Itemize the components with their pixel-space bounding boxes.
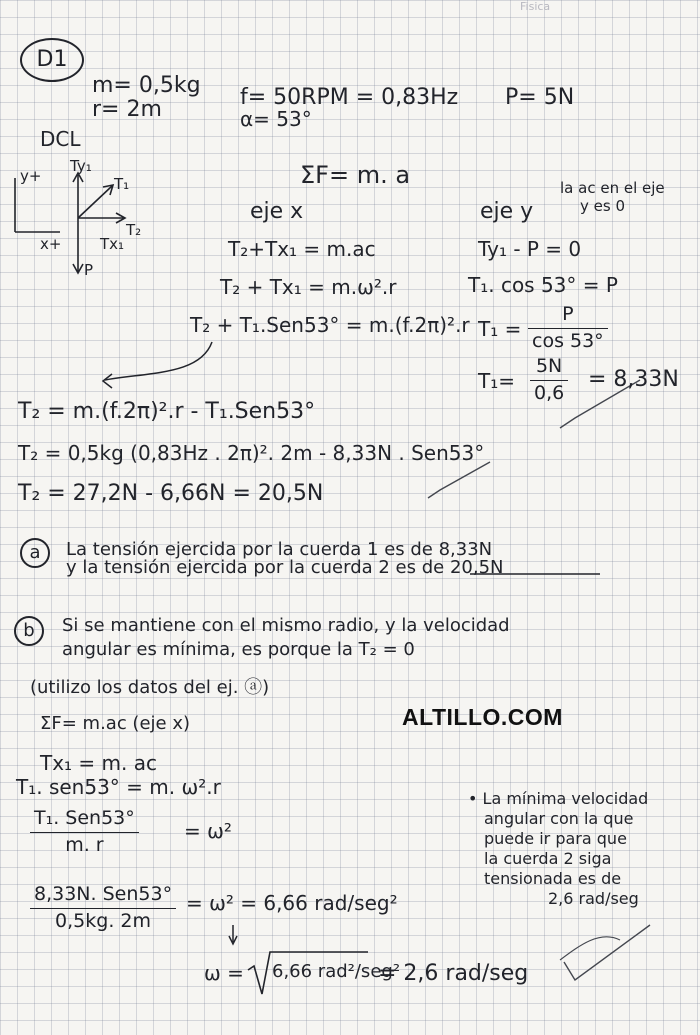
conclusion-line4: la cuerda 2 siga (484, 849, 612, 868)
conclusion-line1: • La mínima velocidad (468, 789, 649, 808)
eje-y-t1-lhs: T₁ = (478, 317, 522, 341)
t2-calc-line2: T₂ = 0,5kg (0,83Hz . 2π)². 2m - 8,33N . Sen53° (18, 441, 485, 465)
part-b-frac2-den: 0,5kg. 2m (55, 909, 152, 932)
site-watermark: ALTILLO.COM (402, 704, 563, 730)
eje-y-t1-value-lhs: T₁= (478, 369, 515, 393)
part-b-note: (utilizo los datos del ej. ⓐ) (30, 677, 270, 698)
conclusion-line2: angular con la que (484, 809, 634, 828)
eje-y-note2: y es 0 (580, 197, 625, 215)
part-a-line1: La tensión ejercida por la cuerda 1 es de 8,33N (66, 539, 493, 560)
eje-y-t1-fraction (528, 304, 608, 353)
eje-x-eq2: T₂ + Tx₁ = m.ω².r (220, 275, 397, 299)
dcl-title: DCL (40, 127, 81, 151)
dcl-t1-label: T₁ (114, 175, 130, 193)
part-a-label: a (29, 542, 41, 563)
dcl-ty1-label: Ty₁ (70, 157, 92, 175)
t2-calc-line3: T₂ = 27,2N - 6,66N = 20,5N (18, 481, 324, 506)
given-radius: r= 2m (92, 97, 162, 122)
part-b-frac2-rhs: = ω² = 6,66 rad/seg² (186, 891, 398, 915)
part-b-circle (14, 616, 44, 646)
eje-y-t1-value-fraction (530, 356, 568, 405)
part-b-line2: angular es mínima, es porque la T₂ = 0 (62, 639, 415, 660)
problem-label: D1 (36, 47, 68, 72)
eje-y-t1-value-num: 5N (530, 356, 568, 381)
part-b-eq3: T₁. sen53° = m. ω².r (16, 775, 221, 799)
part-b-fraction2 (30, 884, 176, 933)
eje-y-t1-den: cos 53° (532, 329, 604, 352)
dcl-x-axis-label: x+ (40, 235, 62, 253)
part-b-omega-radicand: 6,66 rad²/seg² (272, 961, 401, 982)
dcl-tx1-label: Tx₁ (100, 235, 125, 253)
eje-y-eq1: Ty₁ - P = 0 (478, 237, 582, 261)
part-a-circle (20, 538, 50, 568)
part-b-frac1-rhs: = ω² (184, 819, 232, 843)
given-weight: P= 5N (505, 85, 575, 110)
part-b-fraction1 (30, 808, 139, 857)
given-frequency: f= 50RPM = 0,83Hz (240, 85, 459, 110)
eje-x-eq1: T₂+Tx₁ = m.ac (228, 237, 376, 261)
given-angle: α= 53° (240, 107, 312, 131)
eje-y-t1-result: = 8,33N (588, 367, 679, 392)
part-b-label: b (23, 620, 35, 641)
part-b-omega-result: = 2,6 rad/seg (378, 961, 529, 986)
part-b-omega-lhs: ω = (204, 961, 244, 985)
newton-law: ΣF= m. a (300, 161, 411, 189)
eje-y-t1-value-den: 0,6 (534, 381, 565, 404)
part-b-eq2: Tx₁ = m. ac (40, 751, 157, 775)
part-b-eq1: ΣF= m.ac (eje x) (40, 713, 191, 734)
eje-x-eq3: T₂ + T₁.Sen53° = m.(f.2π)².r (190, 313, 470, 337)
conclusion-line5: tensionada es de (484, 869, 622, 888)
eje-x-title: eje x (250, 199, 304, 224)
part-b-frac2-num: 8,33N. Sen53° (30, 884, 176, 909)
t2-calc-line1: T₂ = m.(f.2π)².r - T₁.Sen53° (18, 399, 316, 424)
given-mass: m= 0,5kg (92, 73, 201, 98)
dcl-p-label: P (84, 261, 94, 279)
part-a-line2: y la tensión ejercida por la cuerda 2 es de 20,5N (66, 557, 504, 578)
eje-y-eq2: T₁. cos 53° = P (468, 273, 618, 297)
conclusion-line3: puede ir para que (484, 829, 627, 848)
conclusion-line6: 2,6 rad/seg (548, 889, 639, 908)
faint-header-mark: Fisica (520, 0, 551, 13)
part-b-line1: Si se mantiene con el mismo radio, y la velocidad (62, 615, 510, 636)
eje-y-t1-num: P (528, 304, 608, 329)
part-b-frac1-den: m. r (65, 833, 104, 856)
eje-y-note1: la ac en el eje (560, 179, 665, 197)
dcl-y-axis-label: y+ (20, 167, 42, 185)
eje-y-title: eje y (480, 199, 534, 224)
dcl-t2-label: T₂ (126, 221, 142, 239)
part-b-frac1-num: T₁. Sen53° (30, 808, 139, 833)
